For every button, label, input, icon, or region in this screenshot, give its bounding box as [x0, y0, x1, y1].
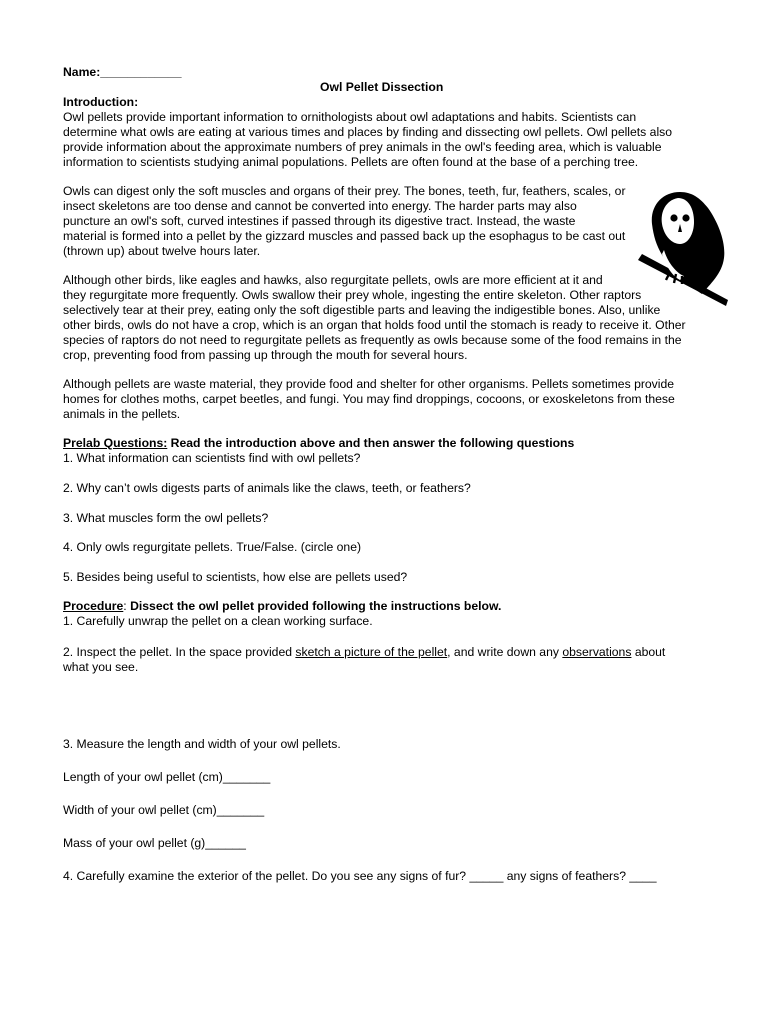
text-line: Although other birds, like eagles and hawks, also regurgitate pellets, owls are more efficient at it and — [63, 273, 603, 287]
prelab-question-3: 3. What muscles form the owl pellets? — [63, 511, 269, 525]
text-line: Although pellets are waste material, they provide food and shelter for other organisms. Pellets sometimes provide — [63, 377, 675, 391]
intro-paragraph-1 — [63, 110, 672, 170]
intro-paragraph-3 — [63, 273, 686, 363]
text-line: (thrown up) about twelve hours later. — [63, 244, 261, 258]
procedure-step-4: 4. Carefully examine the exterior of the pellet. Do you see any signs of fur? _____ any signs of feathers? ____ — [63, 869, 657, 883]
procedure-step-2 — [63, 645, 665, 660]
prelab-instruction: Read the introduction above and then answer the following questions — [167, 436, 575, 450]
step2-text: , and write down any — [447, 645, 563, 659]
procedure-label: Procedure — [63, 599, 124, 613]
text-line: material is formed into a pellet by the gizzard muscles and passed back up the esophagus to be cast out — [63, 229, 626, 243]
intro-paragraph-2 — [63, 184, 626, 259]
intro-paragraph-4 — [63, 377, 675, 422]
text-line: provide information about the approximate numbers of prey animals in the owl's feeding area, which is valuable — [63, 140, 662, 154]
length-answer-field: Length of your owl pellet (cm)_______ — [63, 770, 271, 784]
text-line: puncture an owl's soft, curved intestines if passed through its digestive tract. Instead, the waste — [63, 214, 576, 228]
prelab-question-5: 5. Besides being useful to scientists, how else are pellets used? — [63, 570, 408, 584]
text-line: insect skeletons are too dense and cannot be converted into energy. The harder parts may also — [63, 199, 577, 213]
prelab-label: Prelab Questions: — [63, 436, 168, 450]
page-title: Owl Pellet Dissection — [320, 80, 444, 94]
prelab-question-4: 4. Only owls regurgitate pellets. True/False. (circle one) — [63, 540, 362, 554]
width-answer-field: Width of your owl pellet (cm)_______ — [63, 803, 265, 817]
text-line: homes for clothes moths, carpet beetles, and fungi. You may find droppings, cocoons, or exoskeletons from these — [63, 392, 675, 406]
mass-answer-field: Mass of your owl pellet (g)______ — [63, 836, 246, 850]
procedure-step-3: 3. Measure the length and width of your owl pellets. — [63, 737, 341, 751]
text-line: they regurgitate more frequently. Owls swallow their prey whole, ingesting the entire skeleton. Other raptors — [63, 288, 642, 302]
prelab-question-2: 2. Why can’t owls digests parts of animals like the claws, teeth, or feathers? — [63, 481, 471, 495]
prelab-heading — [63, 436, 574, 451]
name-field-label: Name:____________ — [63, 65, 182, 79]
text-line: Owls can digest only the soft muscles and organs of their prey. The bones, teeth, fur, feathers, scales, or — [63, 184, 626, 198]
text-line: species of raptors do not need to regurgitate pellets as frequently as owls because some of the food remains in the — [63, 333, 682, 347]
procedure-instruction: Dissect the owl pellet provided following the instructions below. — [130, 599, 502, 613]
text-line: other birds, owls do not have a crop, which is an organ that holds food until the stomach is ready to receive it. Other — [63, 318, 686, 332]
procedure-step-1: 1. Carefully unwrap the pellet on a clean working surface. — [63, 614, 373, 628]
step2-text: about — [631, 645, 666, 659]
text-line: crop, preventing food from passing up through the mouth for several hours. — [63, 348, 468, 362]
procedure-colon: : — [123, 599, 131, 613]
procedure-heading — [63, 599, 501, 614]
procedure-step-2-continued: what you see. — [63, 660, 139, 674]
sketch-instruction: sketch a picture of the pellet — [295, 645, 448, 659]
text-line: selectively tear at their prey, eating only the soft digestible parts and leaving the indigestible bones. Also, unlike — [63, 303, 661, 317]
intro-heading: Introduction: — [63, 95, 139, 109]
text-line: animals in the pellets. — [63, 407, 181, 421]
observations-instruction: observations — [562, 645, 632, 659]
text-line: Owl pellets provide important information to ornithologists about owl adaptations and habits. Scientists can — [63, 110, 637, 124]
text-line: information to scientists studying animal populations. Pellets are often found at the base of a perching tree. — [63, 155, 639, 169]
text-line: determine what owls are eating at various times and places by finding and dissecting owl pellets. Owl pellets also — [63, 125, 673, 139]
prelab-question-1: 1. What information can scientists find with owl pellets? — [63, 451, 361, 465]
step2-text: 2. Inspect the pellet. In the space provided — [63, 645, 296, 659]
owl-icon — [636, 188, 728, 310]
